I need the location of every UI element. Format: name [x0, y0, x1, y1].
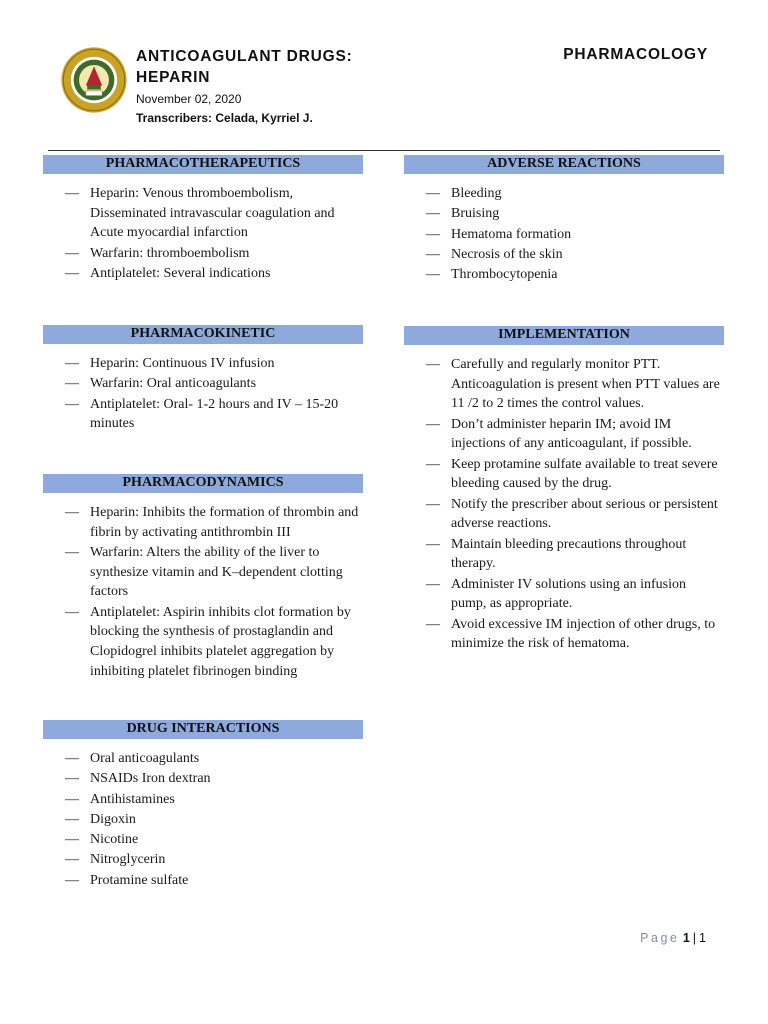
bullet-list [43, 184, 363, 284]
dash-bullet: — [426, 186, 440, 201]
dash-bullet: — [426, 206, 440, 222]
transcribers-label: Transcribers: [136, 111, 213, 125]
list-item-text: Avoid excessive IM injection of other drugs, to minimize the risk of hematoma. [451, 616, 716, 652]
list-item [404, 355, 724, 414]
list-item-text: Heparin: Inhibits the formation of thrombin and fibrin by activating antithrombin III [90, 505, 359, 540]
dash-bullet: — [65, 852, 79, 868]
section-heading: PHARMACOKINETIC [43, 325, 363, 344]
bullet-list [43, 354, 363, 434]
list-item-text: Antiplatelet: Aspirin inhibits clot formation by blocking the synthesis of prostaglandin and Clopidogrel inhibits platelet aggregation by inhibiting platelet fibrinogen binding [90, 604, 351, 679]
university-seal-logo [60, 46, 128, 114]
list-item [404, 495, 724, 534]
title-line-2: HEPARIN [136, 69, 211, 86]
list-item [43, 244, 363, 264]
list-item [43, 850, 363, 870]
dash-bullet: — [65, 356, 79, 371]
bullet-list [43, 749, 363, 890]
list-item-text: Heparin: Venous thromboembolism, Disseminated intravascular coagulation and Acute myocardial infarction [90, 186, 335, 241]
transcribers-names: Celada, Kyrriel J. [215, 111, 313, 125]
list-item [43, 184, 363, 243]
list-item [43, 830, 363, 850]
dash-bullet: — [426, 496, 440, 512]
section-heading: PHARMACODYNAMICS [43, 474, 363, 493]
dash-bullet: — [426, 246, 440, 262]
document-date: November 02, 2020 [136, 92, 242, 106]
dash-bullet: — [426, 456, 440, 472]
list-item-text: Antiplatelet: Oral- 1-2 hours and IV – 15-20 minutes [90, 396, 339, 432]
header-divider [48, 150, 720, 151]
list-item [43, 769, 363, 789]
section-heading: DRUG INTERACTIONS [43, 720, 363, 739]
page-total: 1 [699, 931, 706, 945]
list-item-text: Nicotine [90, 832, 139, 848]
list-item [404, 415, 724, 454]
list-item-text: Antihistamines [90, 791, 175, 807]
section-heading: IMPLEMENTATION [404, 326, 724, 345]
dash-bullet: — [65, 186, 79, 201]
list-item-text: NSAIDs Iron dextran [90, 771, 211, 787]
list-item-text: Heparin: Continuous IV infusion [90, 356, 275, 371]
list-item-text: Administer IV solutions using an infusion pump, as appropriate. [451, 576, 687, 612]
dash-bullet: — [65, 505, 79, 520]
bullet-list [404, 184, 724, 285]
dash-bullet: — [65, 376, 79, 392]
title-line-1: ANTICOAGULANT DRUGS: [136, 48, 353, 65]
list-item-text: Notify the prescriber about serious or persistent adverse reactions. [451, 496, 718, 532]
list-item-text: Maintain bleeding precautions throughout therapy. [451, 536, 687, 572]
list-item-text: Nitroglycerin [90, 852, 166, 868]
list-item [404, 265, 724, 285]
section-pharmacotherapeutics [43, 155, 363, 284]
list-item [404, 455, 724, 494]
list-item-text: Hematoma formation [451, 226, 572, 242]
list-item-text: Oral anticoagulants [90, 751, 200, 766]
list-item [43, 354, 363, 374]
dash-bullet: — [65, 751, 79, 766]
section-adverse-reactions [404, 155, 724, 285]
list-item [43, 264, 363, 284]
list-item-text: Necrosis of the skin [451, 246, 563, 262]
list-item-text: Warfarin: thromboembolism [90, 245, 250, 261]
list-item [404, 615, 724, 654]
dash-bullet: — [65, 604, 79, 620]
list-item-text: Don’t administer heparin IM; avoid IM injections of any anticoagulant, if possible. [451, 416, 692, 452]
section-heading: PHARMACOTHERAPEUTICS [43, 155, 363, 174]
section-heading: ADVERSE REACTIONS [404, 155, 724, 174]
dash-bullet: — [65, 811, 79, 827]
list-item-text: Bruising [451, 206, 500, 222]
dash-bullet: — [426, 226, 440, 242]
dash-bullet: — [65, 771, 79, 787]
dash-bullet: — [426, 357, 440, 372]
list-item [43, 810, 363, 830]
dash-bullet: — [426, 267, 440, 283]
page-footer [640, 931, 706, 945]
list-item [43, 790, 363, 810]
page-word: Page [640, 931, 680, 945]
section-drug-interactions [43, 720, 363, 891]
dash-bullet: — [65, 245, 79, 261]
dash-bullet: — [65, 791, 79, 807]
list-item [43, 871, 363, 891]
list-item-text: Bleeding [451, 186, 502, 201]
dash-bullet: — [65, 832, 79, 848]
transcribers-line [136, 111, 313, 125]
list-item [404, 535, 724, 574]
list-item [43, 503, 363, 542]
dash-bullet: — [426, 416, 440, 432]
subject-label: PHARMACOLOGY [563, 46, 708, 63]
list-item-text: Carefully and regularly monitor PTT. Anticoagulation is present when PTT values are 11 /2 to 2 times the control values. [451, 357, 720, 412]
dash-bullet: — [65, 872, 79, 888]
list-item [404, 245, 724, 265]
list-item [404, 204, 724, 224]
list-item [43, 543, 363, 602]
list-item [43, 395, 363, 434]
document-title [136, 46, 353, 88]
list-item [43, 749, 363, 769]
list-item-text: Thrombocytopenia [451, 267, 558, 283]
dash-bullet: — [65, 266, 79, 281]
list-item [43, 374, 363, 394]
list-item [43, 603, 363, 682]
list-item [404, 575, 724, 614]
bullet-list [43, 503, 363, 682]
dash-bullet: — [426, 616, 440, 632]
list-item-text: Digoxin [90, 811, 136, 827]
section-pharmacodynamics [43, 474, 363, 682]
dash-bullet: — [426, 536, 440, 552]
list-item-text: Antiplatelet: Several indications [90, 266, 271, 281]
list-item-text: Warfarin: Alters the ability of the liver to synthesize vitamin and K–dependent clotting factors [90, 545, 343, 600]
list-item-text: Protamine sulfate [90, 872, 189, 888]
section-pharmacokinetic [43, 325, 363, 435]
list-item [404, 225, 724, 245]
list-item-text: Warfarin: Oral anticoagulants [90, 376, 257, 392]
page-number: 1 [682, 931, 690, 945]
dash-bullet: — [65, 545, 79, 560]
dash-bullet: — [65, 396, 79, 412]
list-item-text: Keep protamine sulfate available to treat severe bleeding caused by the drug. [451, 456, 718, 492]
page-separator: | [692, 931, 697, 945]
section-implementation [404, 326, 724, 655]
list-item [404, 184, 724, 204]
dash-bullet: — [426, 576, 440, 592]
bullet-list [404, 355, 724, 654]
